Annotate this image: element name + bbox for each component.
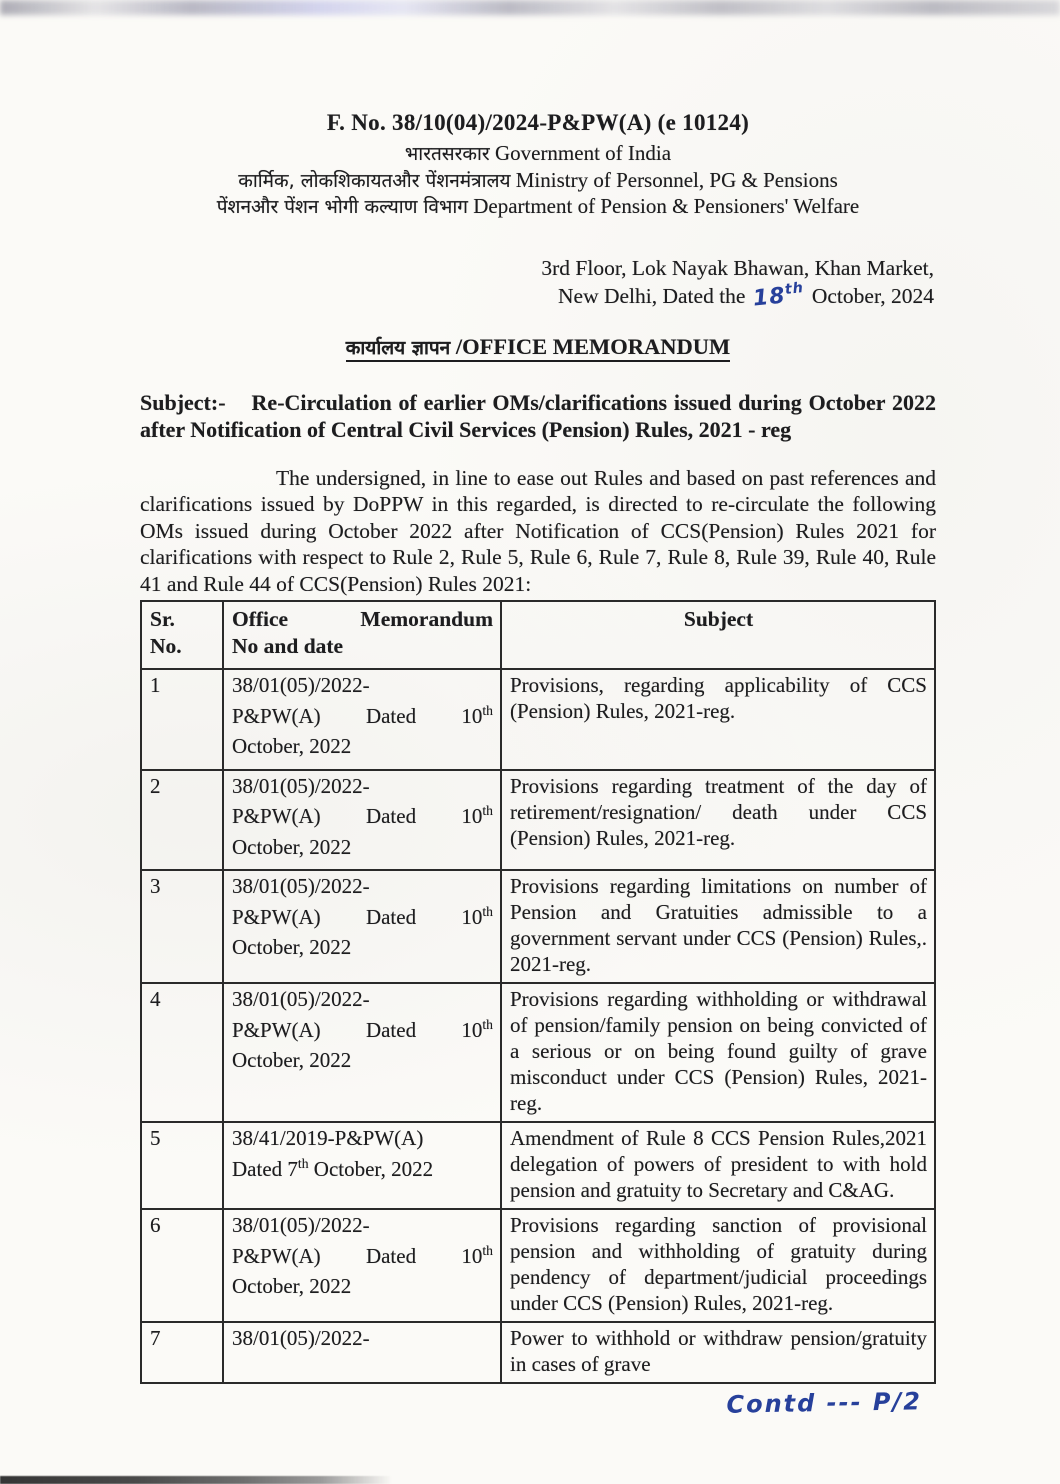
om-line: P&PW(A) Dated 10th xyxy=(232,903,493,929)
cell-om-no-date xyxy=(223,1322,501,1383)
address-block xyxy=(140,254,936,311)
om-line: October, 2022 xyxy=(232,734,352,759)
cell-subject: Provisions regarding treatment of the day of retirement/resignation/ death under CCS (Pension) Rules, 2021-reg. xyxy=(501,770,935,871)
cell-sr-no: 5 xyxy=(141,1122,223,1209)
date-prefix: New Delhi, Dated the xyxy=(558,283,746,308)
date-line xyxy=(140,279,934,312)
cell-om-no-date xyxy=(223,669,501,770)
om-line: October, 2022 xyxy=(232,834,352,859)
om-line: 38/41/2019-P&PW(A) xyxy=(232,1126,424,1151)
om-line: P&PW(A) Dated 10th xyxy=(232,1016,493,1042)
om-line: P&PW(A) Dated 10th xyxy=(232,1242,493,1268)
om-line: 38/01(05)/2022- xyxy=(232,773,370,798)
memo-heading-underline xyxy=(346,334,730,362)
table-row xyxy=(141,1322,935,1383)
body-paragraph: The undersigned, in line to ease out Rules and based on past references and clarifications issued by DoPPW in this regarded, is directed to re-circulate the following OMs issued during October 2022 after Notification of CCS(Pension) Rules 2021 for clarifications with respect to Rule 2, Rule 5, Rule 6, Rule 7, Rule 8, Rule 39, Rule 40, Rule 41 and Rule 44 of CCS(Pension) Rules 2021: xyxy=(140,465,936,596)
om-line: October, 2022 xyxy=(232,1274,352,1299)
om-line: 38/01(05)/2022- xyxy=(232,673,370,698)
header-om-no-date xyxy=(223,601,501,669)
om-line: Dated 7th October, 2022 xyxy=(232,1155,434,1181)
memo-content xyxy=(140,0,936,1422)
cell-sr-no: 2 xyxy=(141,770,223,871)
handwritten-contd-note: Contd --- P/2 xyxy=(726,1387,923,1420)
department-english-text: Department of Pension & Pensioners' Welfare xyxy=(473,194,860,218)
cell-om-no-date xyxy=(223,1122,501,1209)
handwritten-date-day: 18th xyxy=(751,279,805,312)
cell-sr-no: 3 xyxy=(141,870,223,983)
om-line: October, 2022 xyxy=(232,935,352,960)
cell-om-no-date xyxy=(223,1209,501,1322)
cell-subject: Provisions regarding limitations on number of Pension and Gratuities admissible to a government servant under CCS (Pension) Rules,. 2021-reg. xyxy=(501,870,935,983)
ministry-english-text: Ministry of Personnel, PG & Pensions xyxy=(515,167,838,192)
cell-subject: Power to withhold or withdraw pension/gratuity in cases of grave xyxy=(501,1322,935,1383)
om-line: 38/01(05)/2022- xyxy=(232,987,370,1012)
om-line: October, 2022 xyxy=(232,1048,352,1073)
cell-subject: Provisions regarding withholding or withdrawal of pension/family pension on being convicted of a serious or on being found guilty of grave misconduct under CCS (Pension) Rules, 2021-reg. xyxy=(501,983,935,1122)
cell-sr-no: 4 xyxy=(141,983,223,1122)
om-line: P&PW(A) Dated 10th xyxy=(232,803,493,829)
table-row xyxy=(141,1209,935,1322)
department-hindi-text: पेंशनऔर पेंशन भोगी कल्याण विभाग xyxy=(216,196,468,218)
table-header-row xyxy=(141,601,935,669)
header-om-line2: No and date xyxy=(232,634,344,659)
scan-artifact-bottom-strip xyxy=(0,1476,392,1484)
cell-subject: Provisions regarding sanction of provisional pension and withholding of gratuity during pendency of department/judicial proceedings under CCS (Pension) Rules, 2021-reg. xyxy=(501,1209,935,1322)
cell-subject: Amendment of Rule 8 CCS Pension Rules,2021 delegation of powers of president to with hold pension and gratuity to Secretary and C&AG. xyxy=(501,1122,935,1209)
header-sr-line2: No. xyxy=(150,634,182,659)
om-table-body xyxy=(141,669,935,1383)
header-subject: Subject xyxy=(501,601,935,669)
org-line-department xyxy=(140,194,936,221)
table-row xyxy=(141,983,935,1122)
om-line: 38/01(05)/2022- xyxy=(232,1213,370,1238)
memo-heading xyxy=(140,334,936,360)
om-line: 38/01(05)/2022- xyxy=(232,1326,370,1351)
org-line-ministry xyxy=(140,168,936,195)
cell-sr-no: 1 xyxy=(141,669,223,770)
om-line: 38/01(05)/2022- xyxy=(232,874,370,899)
memo-heading-english: /OFFICE MEMORANDUM xyxy=(455,333,731,359)
address-line: 3rd Floor, Lok Nayak Bhawan, Khan Market, xyxy=(541,255,934,280)
ministry-hindi-text: कार्मिक, लोकशिकायतऔर पेंशनमंत्रालय xyxy=(238,169,511,192)
cell-om-no-date xyxy=(223,770,501,871)
subject-label: Subject:- xyxy=(140,389,226,415)
header-sr-no xyxy=(141,601,223,669)
om-table xyxy=(140,600,936,1384)
header-sr-line1: Sr. xyxy=(150,607,175,632)
table-row xyxy=(141,1122,935,1209)
govt-hindi-text: भारतसरकार xyxy=(404,143,490,165)
subject-text: Re-Circulation of earlier OMs/clarifications issued during October 2022 after Notification of Central Civil Services (Pension) Rules, 2021 - reg xyxy=(140,389,936,442)
cell-sr-no: 6 xyxy=(141,1209,223,1322)
table-row xyxy=(141,669,935,770)
org-line-govt xyxy=(140,141,936,168)
cell-subject: Provisions, regarding applicability of CCS (Pension) Rules, 2021-reg. xyxy=(501,669,935,770)
cell-om-no-date xyxy=(223,870,501,983)
header-om-line1: Office Memorandum xyxy=(232,607,493,632)
cell-sr-no: 7 xyxy=(141,1322,223,1383)
org-header xyxy=(140,141,936,221)
table-row xyxy=(141,770,935,871)
table-row xyxy=(141,870,935,983)
cell-om-no-date xyxy=(223,983,501,1122)
om-line: P&PW(A) Dated 10th xyxy=(232,702,493,728)
memo-heading-hindi: कार्यालय ज्ञापन xyxy=(345,336,451,359)
subject-block xyxy=(140,389,936,444)
file-number: F. No. 38/10(04)/2024-P&PW(A) (e 10124) xyxy=(326,110,750,135)
date-suffix: October, 2024 xyxy=(811,283,934,308)
govt-english-text: Government of India xyxy=(494,141,672,165)
